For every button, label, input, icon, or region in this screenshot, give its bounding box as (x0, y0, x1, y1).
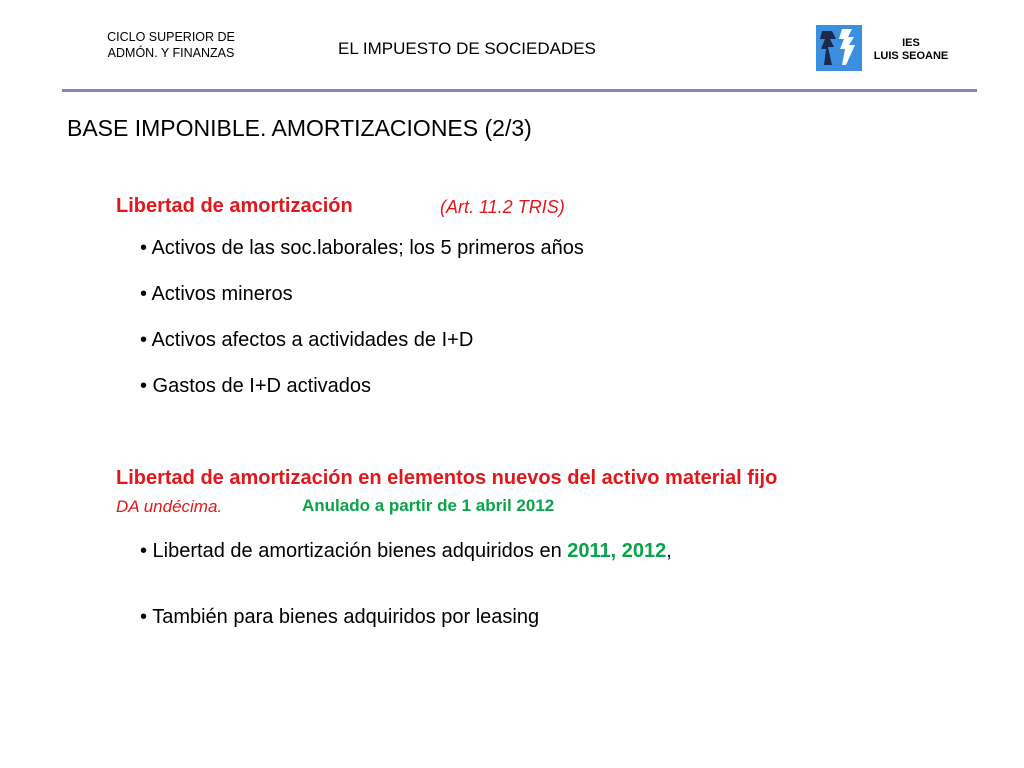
school-name (868, 37, 954, 63)
section2-bullet (140, 540, 672, 563)
section2-bullet: • También para bienes adquiridos por leasing (140, 606, 540, 628)
slide-title: BASE IMPONIBLE. AMORTIZACIONES (2/3) (67, 115, 532, 141)
course-label (62, 29, 280, 61)
section1-bullet: • Activos afectos a actividades de I+D (140, 329, 474, 351)
section2-heading: Libertad de amortización en elementos nuevos del activo material fijo (116, 467, 778, 489)
section1-heading: Libertad de amortización (116, 195, 353, 217)
course-line-1: CICLO SUPERIOR DE (107, 30, 235, 44)
header-divider (62, 89, 977, 92)
school-name-line-2: LUIS SEOANE (873, 50, 949, 62)
section2-reference: DA undécima. (116, 497, 223, 516)
highlight-years: 2011, 2012 (567, 540, 667, 562)
school-name-line-1: IES (902, 37, 920, 49)
header-title: EL IMPUESTO DE SOCIEDADES (338, 39, 596, 58)
bullet-text: • Libertad de amortización bienes adquiridos en (140, 540, 568, 562)
section2-note: Anulado a partir de 1 abril 2012 (302, 496, 555, 515)
section1-bullet: • Activos mineros (140, 283, 293, 305)
section1-bullet: • Gastos de I+D activados (140, 375, 372, 397)
bullet-suffix: , (666, 540, 672, 562)
section1-bullet: • Activos de las soc.laborales; los 5 primeros años (140, 237, 584, 259)
school-logo-icon (816, 25, 862, 71)
section1-reference: (Art. 11.2 TRIS) (440, 197, 565, 217)
course-line-2: ADMÓN. Y FINANZAS (107, 46, 235, 60)
